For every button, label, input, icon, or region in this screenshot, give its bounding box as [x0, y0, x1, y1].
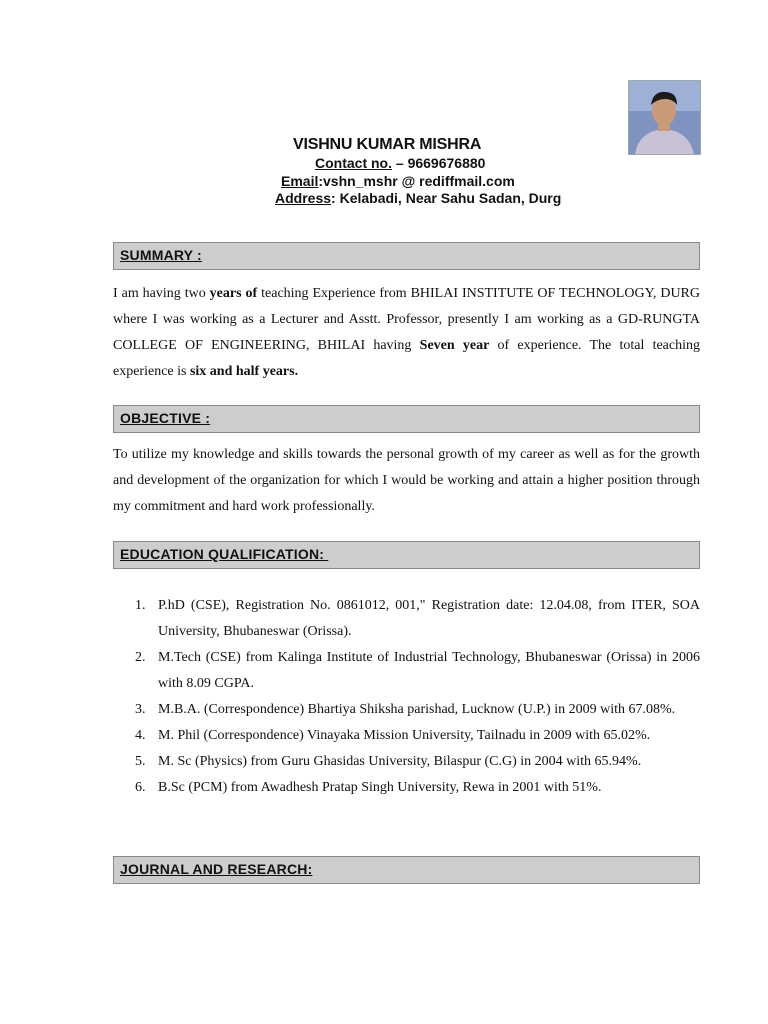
objective-heading: OBJECTIVE : [120, 410, 211, 426]
summary-text-2: teaching Experience from BHILAI INSTITUTE OF TECHNOLOGY, DURG where I was working as a Lecturer and Asstt. Professor, presently I am working as a GD-RUNGTA COLLEGE OF ENGINEERING, BHILAI having [113, 286, 700, 353]
address-value: : Kelabadi, Near Sahu Sadan, Durg [331, 190, 562, 206]
profile-photo [628, 80, 701, 155]
list-item [113, 697, 700, 723]
email-line [281, 173, 515, 189]
list-item [113, 593, 700, 645]
summary-heading: SUMMARY : [120, 247, 202, 263]
summary-text-3: of experience. The total teaching experience is [113, 338, 700, 379]
education-heading: EDUCATION QUALIFICATION: [120, 546, 329, 562]
email-address: :vshn_mshr @ rediffmail.com [318, 173, 515, 189]
list-number: 2. [135, 650, 146, 665]
list-item [113, 749, 700, 775]
list-number: 3. [135, 702, 146, 717]
address-line [275, 190, 561, 206]
list-item-text: M. Phil (Correspondence) Vinayaka Mission University, Tailnadu in 2009 with 65.02%. [158, 728, 651, 743]
summary-paragraph [113, 281, 700, 385]
list-item-text: M. Sc (Physics) from Guru Ghasidas University, Bilaspur (C.G) in 2004 with 65.94%. [158, 754, 642, 769]
list-item-text: M.B.A. (Correspondence) Bhartiya Shiksha parishad, Lucknow (U.P.) in 2009 with 67.08%. [158, 702, 676, 717]
education-section-bar [113, 541, 700, 569]
list-number: 1. [135, 598, 146, 613]
list-item [113, 723, 700, 749]
list-number: 4. [135, 728, 146, 743]
contact-line [315, 155, 485, 171]
list-item [113, 645, 700, 697]
candidate-name: VISHNU KUMAR MISHRA [293, 136, 482, 153]
contact-number: – 9669676880 [392, 155, 486, 171]
summary-bold-3: six and half years. [189, 364, 299, 379]
objective-section-bar [113, 405, 700, 433]
list-item [113, 775, 700, 801]
email-label: Email [281, 173, 319, 189]
summary-bold-2: Seven year [419, 338, 490, 353]
list-item-text: B.Sc (PCM) from Awadhesh Pratap Singh University, Rewa in 2001 with 51%. [158, 780, 602, 795]
list-number: 6. [135, 780, 146, 795]
journal-heading: JOURNAL AND RESEARCH: [120, 861, 313, 877]
journal-section-bar [113, 856, 700, 884]
list-item-text: M.Tech (CSE) from Kalinga Institute of Industrial Technology, Bhubaneswar (Orissa) in 2006 with 8.09 CGPA. [158, 650, 700, 691]
contact-label: Contact no. [315, 155, 392, 171]
summary-section-bar [113, 242, 700, 270]
summary-text-1: I am having two [113, 286, 210, 301]
summary-bold-1: years of [209, 286, 258, 301]
education-list [113, 593, 700, 801]
address-label: Address [275, 190, 332, 206]
list-number: 5. [135, 754, 146, 769]
objective-paragraph: To utilize my knowledge and skills towards the personal growth of my career as well as for the growth and development of the organization for which I would be working and attain a higher position through my commitment and hard work professionally. [113, 447, 700, 514]
list-item-text: P.hD (CSE), Registration No. 0861012, 001," Registration date: 12.04.08, from ITER, SOA University, Bhubaneswar (Orissa). [158, 598, 700, 639]
